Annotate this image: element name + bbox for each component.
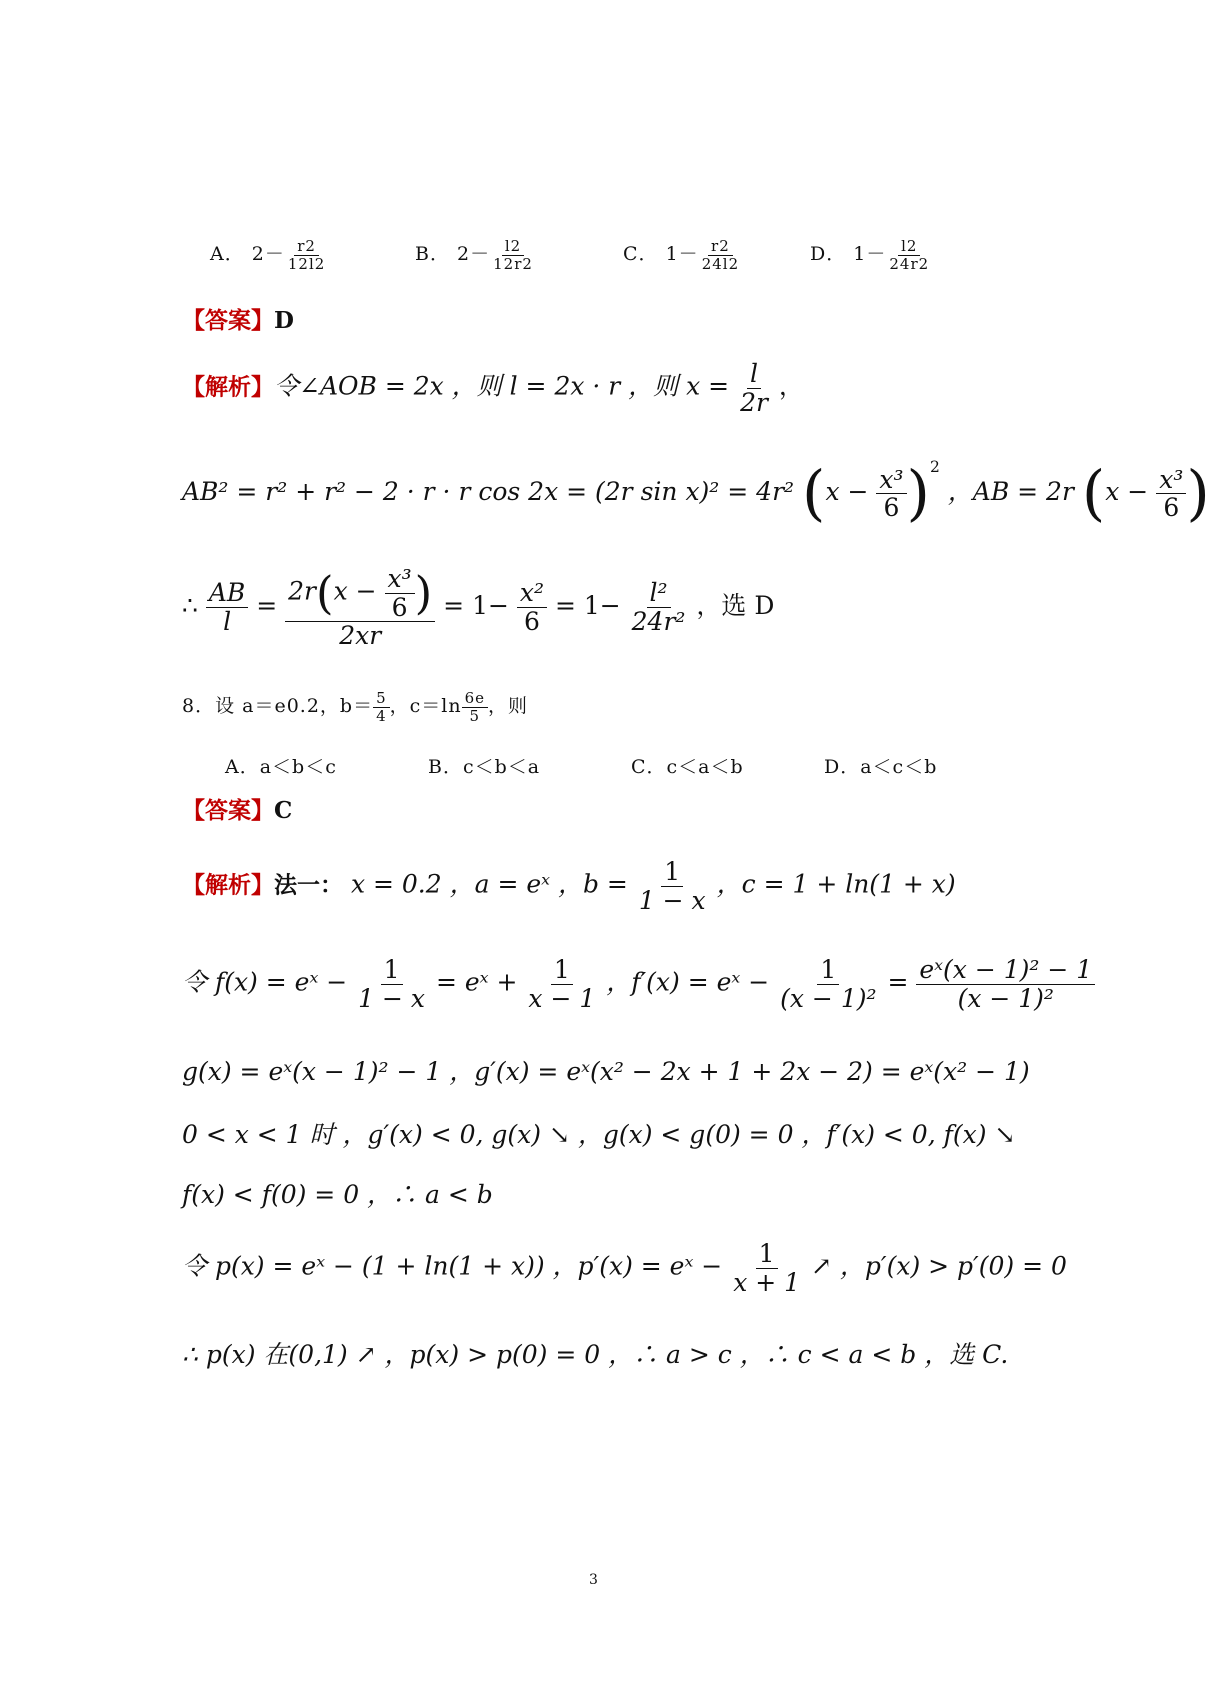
analysis-prev-line3: ∴ $\frac{AB}{l}$ = 2r(x − $\frac{\text{x³}}{6}$ ) 2xr = 1− $\frac{\text{x²}}{6}$ = 1− $\frac{\text{l²}}{\text{24r²}}$ ，选 D [182,564,775,650]
option-d-prev: D． 1－ $\frac{l2}{24r2}$ [810,238,932,272]
option-b-fraction: $\frac{l2}{12r2}$ [493,237,533,273]
fraction-5-over-4: $\frac{5}{4}$ [373,690,390,724]
q8-analysis-line3: g(x) = eˣ(x − 1)² − 1 ，g′(x) = eˣ(x² − 2x + 1 + 2x − 2) = eˣ(x² − 1) [182,1057,1030,1086]
fraction-l2-over-24r2: $\frac{\text{l²}}{\text{24r²}}$ [631,578,686,636]
option-a-fraction: $\frac{r2}{12l2}$ [287,237,326,273]
fraction-big: 2r(x − $\frac{\text{x³}}{6}$ ) 2xr [285,565,435,650]
q8-option-c: C．c＜a＜b [631,756,744,778]
q8-option-a: A．a＜b＜c [225,756,337,778]
question-8-stem: 8．设 a＝e0.2，b＝ $\frac{5}{4}$ ，c＝ln $\frac{6e}{5}$ ，则 [182,689,529,725]
fraction-1-over-1-minus-x: $\frac{1}{1 - x}$ [638,857,706,915]
fraction-6e-over-5: $\frac{6e}{5}$ [462,690,488,724]
q8-analysis-line2: 令 f(x) = eˣ − $\frac{1}{1 - x}$ = eˣ + $\frac{1}{x - 1}$ ，f′(x) = eˣ − $\frac{1}{\text{(x − 1)²}}$ = $\frac{\text{eˣ(x − 1)² − 1}}{\text{(x − 1)²}}$ [182,956,1095,1012]
answer-value: D [274,307,294,334]
q8-analysis-line5: f(x) < f(0) = 0 ，∴ a < b [182,1180,493,1209]
page-number: 3 [589,1572,598,1588]
fraction-x3-over-6-b: $\frac{\text{x³}}{6}$ [1156,466,1186,522]
analysis-prev-line2: AB² = r² + r² − 2 · r · r cos 2x = (2r sin x)² = 4r² (x − $\frac{\text{x³}}{6}$ )$^2$ ，AB = 2r (x − $\frac{\text{x³}}{6}$ ) [182,458,1210,529]
answer-q8 [182,792,292,825]
q8-option-d: D．a＜c＜b [824,756,938,778]
analysis-tag: 【解析】 [182,872,274,899]
option-c-prev: C． 1－ $\frac{r2}{24l2}$ [623,238,742,272]
fraction-x3-over-6: $\frac{\text{x³}}{6}$ [876,466,906,522]
option-b-prev: B． 2－ $\frac{l2}{12r2}$ [415,238,536,272]
q8-analysis-line6: 令 p(x) = eˣ − (1 + ln(1 + x)) ，p′(x) = eˣ − $\frac{1}{x + 1}$ ↗ ，p′(x) > p′(0) = 0 [182,1239,1067,1297]
answer-prev [182,302,294,335]
option-d-fraction: $\frac{l2}{24r2}$ [889,237,930,273]
analysis-prev-line1: 【解析】令∠AOB = 2x ，则 l = 2x · r ，则 x = $\frac{l}{2r}$ ， [182,359,804,417]
answer-tag: 【答案】 [182,308,274,334]
analysis-tag: 【解析】 [182,374,274,401]
fraction-l-over-2r: $\frac{l}{2r}$ [740,359,768,417]
fraction-x2-over-6: $\frac{\text{x²}}{6}$ [517,579,547,635]
q8-option-b: B．c＜b＜a [428,756,541,778]
q8-analysis-line4: 0 < x < 1 时 ，g′(x) < 0, g(x) ↘ ，g(x) < g(0) = 0 ，f′(x) < 0, f(x) ↘ [182,1120,1016,1149]
option-c-fraction: $\frac{r2}{24l2}$ [701,237,740,273]
answer-value: C [274,797,293,824]
answer-tag: 【答案】 [182,798,274,824]
fraction-ab-over-l: $\frac{AB}{l}$ [206,579,248,635]
option-a-prev: A． 2－ $\frac{r2}{12l2}$ [210,238,328,272]
q8-analysis-line7: ∴ p(x) 在(0,1) ↗ ，p(x) > p(0) = 0 ，∴ a > c ，∴ c < a < b ，选 C. [182,1340,1009,1369]
q8-analysis-line1: 【解析】法一： x = 0.2 ，a = eˣ ，b = $\frac{1}{1 - x}$ ，c = 1 + ln(1 + x) [182,857,956,915]
method-label: 法一： [274,872,343,899]
